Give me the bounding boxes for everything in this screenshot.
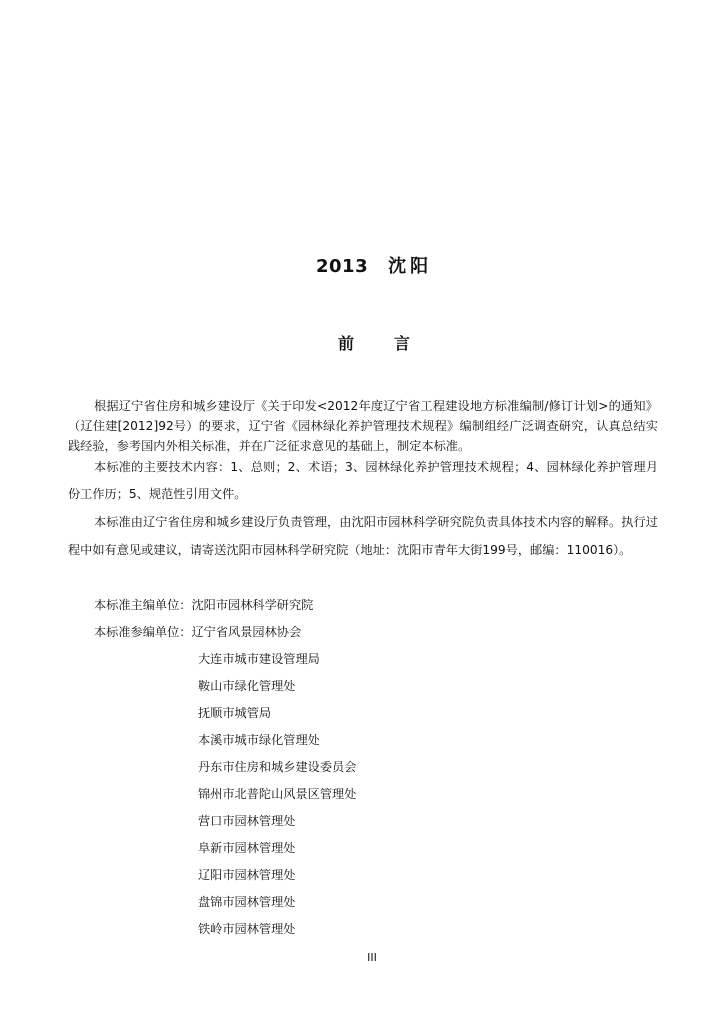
list-item: 铁岭市园林管理处 <box>198 922 296 936</box>
list-item: 丹东市住房和城乡建设委员会 <box>198 760 357 774</box>
participating-unit-list <box>198 650 356 947</box>
list-item: 大连市城市建设管理局 <box>198 652 320 666</box>
preface-title: 前言 <box>338 334 451 353</box>
list-item: 辽阳市园林管理处 <box>198 868 296 882</box>
chief-editor-unit: 本标准主编单位：沈阳市园林科学研究院 <box>94 598 314 612</box>
list-item: 阜新市园林管理处 <box>198 841 296 855</box>
list-item: 鞍山市绿化管理处 <box>198 679 296 693</box>
list-item: 本溪市城市绿化管理处 <box>198 733 320 747</box>
year-city-heading <box>316 252 432 278</box>
list-item: 抚顺市城管局 <box>198 706 272 720</box>
list-item: 锦州市北普陀山风景区管理处 <box>198 787 357 801</box>
list-item: 营口市园林管理处 <box>198 814 296 828</box>
preface-paragraph-2: 本标准的主要技术内容：1、总则；2、术语；3、园林绿化养护管理技术规程；4、园林绿化养护管理月份工作历；5、规范性引用文件。 <box>68 460 658 501</box>
list-item: 盘锦市园林管理处 <box>198 895 296 909</box>
page-number: III <box>367 951 377 964</box>
preface-paragraph-1: 根据辽宁省住房和城乡建设厅《关于印发<2012年度辽宁省工程建设地方标准编制/修订计划>的通知》（辽住建[2012]92号）的要求，辽宁省《园林绿化养护管理技术规程》编制组经广泛调查研究，认真总结实践经验，参考国内外相关标准，并在广泛征求意见的基础上，制定本标准。 <box>68 399 658 453</box>
year-text: 2013 <box>316 256 369 277</box>
preface-paragraph-3: 本标准由辽宁省住房和城乡建设厅负责管理，由沈阳市园林科学研究院负责具体技术内容的解释。执行过程中如有意见或建议，请寄送沈阳市园林科学研究院（地址：沈阳市青年大街199号，邮编：110016）。 <box>68 515 658 557</box>
city-text: 沈阳 <box>388 256 433 277</box>
participating-unit: 本标准参编单位：辽宁省风景园林协会 <box>94 625 302 639</box>
